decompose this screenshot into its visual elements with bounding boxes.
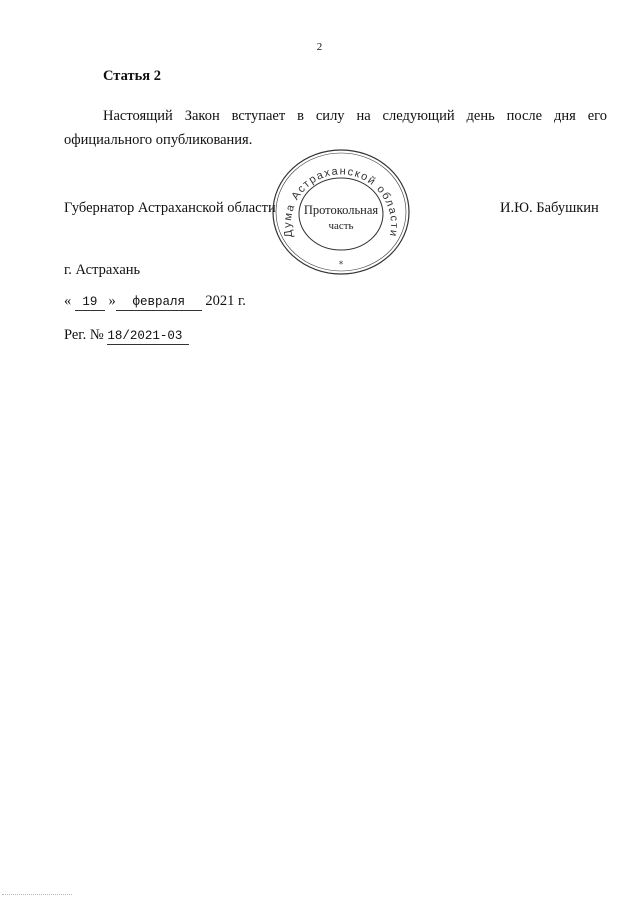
registration-number: 18/2021-03 — [107, 329, 189, 345]
stamp-center-line1: Протокольная — [303, 203, 379, 217]
date-day: 19 — [75, 295, 105, 311]
date-close-quote: » — [108, 293, 116, 309]
registration-row — [64, 327, 189, 345]
stamp-star-icon: * — [338, 260, 344, 270]
governor-title: Губернатор Астраханской области — [64, 200, 276, 216]
stamp-ring-text: Дума Астраханской области — [281, 165, 401, 239]
official-stamp — [266, 146, 416, 276]
stamp-center-line2: часть — [328, 220, 354, 232]
registration-label: Рег. № — [64, 327, 104, 343]
scan-edge-marks — [2, 892, 72, 895]
date-month: февраля — [116, 295, 202, 311]
governor-name: И.Ю. Бабушкин — [500, 200, 599, 216]
date-row — [64, 293, 246, 311]
article-heading: Статья 2 — [103, 68, 161, 84]
date-year: 2021 г. — [205, 293, 246, 309]
place: г. Астрахань — [64, 262, 141, 278]
article-paragraph — [64, 104, 607, 152]
date-open-quote: « — [64, 293, 72, 309]
page-number: 2 — [316, 41, 323, 53]
article-text: Настоящий Закон вступает в силу на следующий день после дня его официального опубликования. — [64, 108, 607, 148]
